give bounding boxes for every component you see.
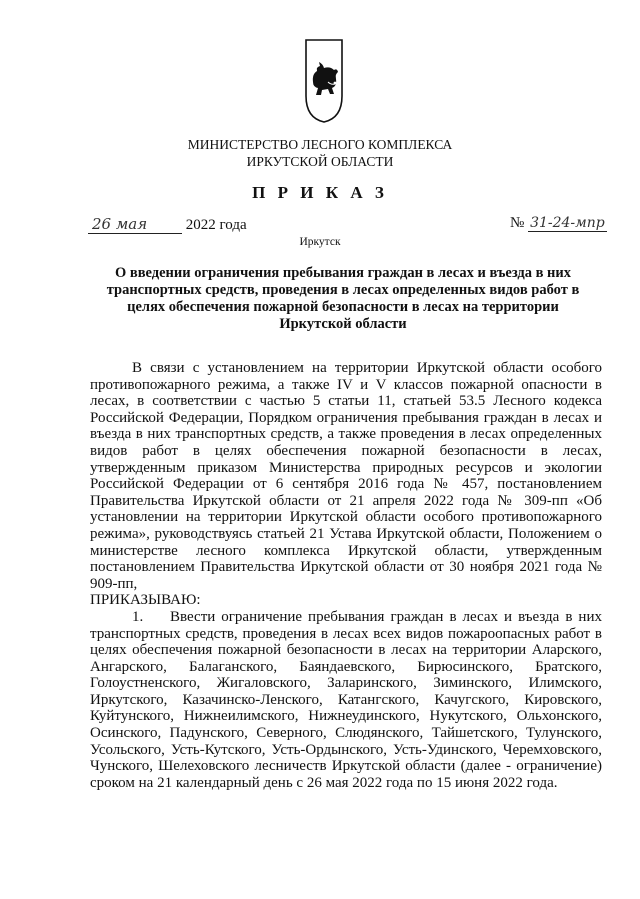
order-title: П Р И К А З [252,183,388,202]
ministry-line-1: МИНИСТЕРСТВО ЛЕСНОГО КОМПЛЕКСА [187,137,453,152]
order-year: 2022 года [185,217,247,233]
prikazyvayu-label: ПРИКАЗЫВАЮ: [90,592,201,609]
intro-paragraph: В связи с установлением на территории Иркутской области особого противопожарного режима, а также IV и V классов пожарной опасности в лесах, в соответствии с частью 5 статьи 11, статьей 53.5 Лесного кодекса Российской Федерации, Порядком ограничения пребывания граждан в лесах и въезда в них транспортных средств, а также проведения в лесах определенных видов работ в целях обеспечения пожарной безопасности в лесах, утвержденным приказом Министерства природных ресурсов и экологии Российской Федерации от 6 сентября 2016 года № 457, постановлением Правительства Иркутской области от 21 апреля 2022 года № 309-пп «Об установлении на территории Иркутской области особого противопожарного режима», руководствуясь статьей 21 Устава Иркутской области, Положением о министерстве лесного комплекса Иркутской области, утвержденным постановлением Правительства Иркутской области от 30 ноября 2021 года № 909-пп, [90,360,602,592]
item-1 [90,609,602,792]
number-sign: № [510,215,525,231]
ministry-line-2: ИРКУТСКОЙ ОБЛАСТИ [246,154,394,169]
order-heading: О введении ограничения пребывания граждан в лесах и въезда в них транспортных средств, проведения в лесах определенных видов работ в целях обеспечения пожарной безопасности в лесах на территории Иркутской области [106,265,580,332]
item-1-text: Ввести ограничение пребывания граждан в лесах и въезда в них транспортных средств, проведения в лесах всех видов пожароопасных работ в целях обеспечения пожарной безопасности в лесах на территории Аларского, Ангарского, Балаганского, Баяндаевского, Бирюсинского, Братского, Голоустненского, Жигаловского, Заларинского, Зиминского, Илимского, Иркутского, Казачинско-Ленского, Катангского, Качугского, Кировского, Куйтунского, Нижнеилимского, Нижнеудинского, Нукутского, Ольхонского, Осинского, Падунского, Северного, Слюдянского, Тайшетского, Тулунского, Усольского, Усть-Кутского, Усть-Ордынского, Усть-Удинского, Черемховского, Чунского, Шелеховского лесничеств Иркутской области (далее - ограничение) сроком на 21 календарный день с 26 мая 2022 года по 15 июня 2022 года. [90,608,602,791]
handwritten-date: 26 мая [88,215,182,234]
irkutsk-coat-of-arms-icon [304,38,344,124]
ministry-name [0,136,640,170]
order-date [88,215,247,237]
handwritten-number: 31-24-мпр [530,215,605,231]
order-body [90,360,602,791]
item-1-number: 1. [132,608,144,625]
order-number [510,215,607,232]
city-name: Иркутск [299,236,341,248]
